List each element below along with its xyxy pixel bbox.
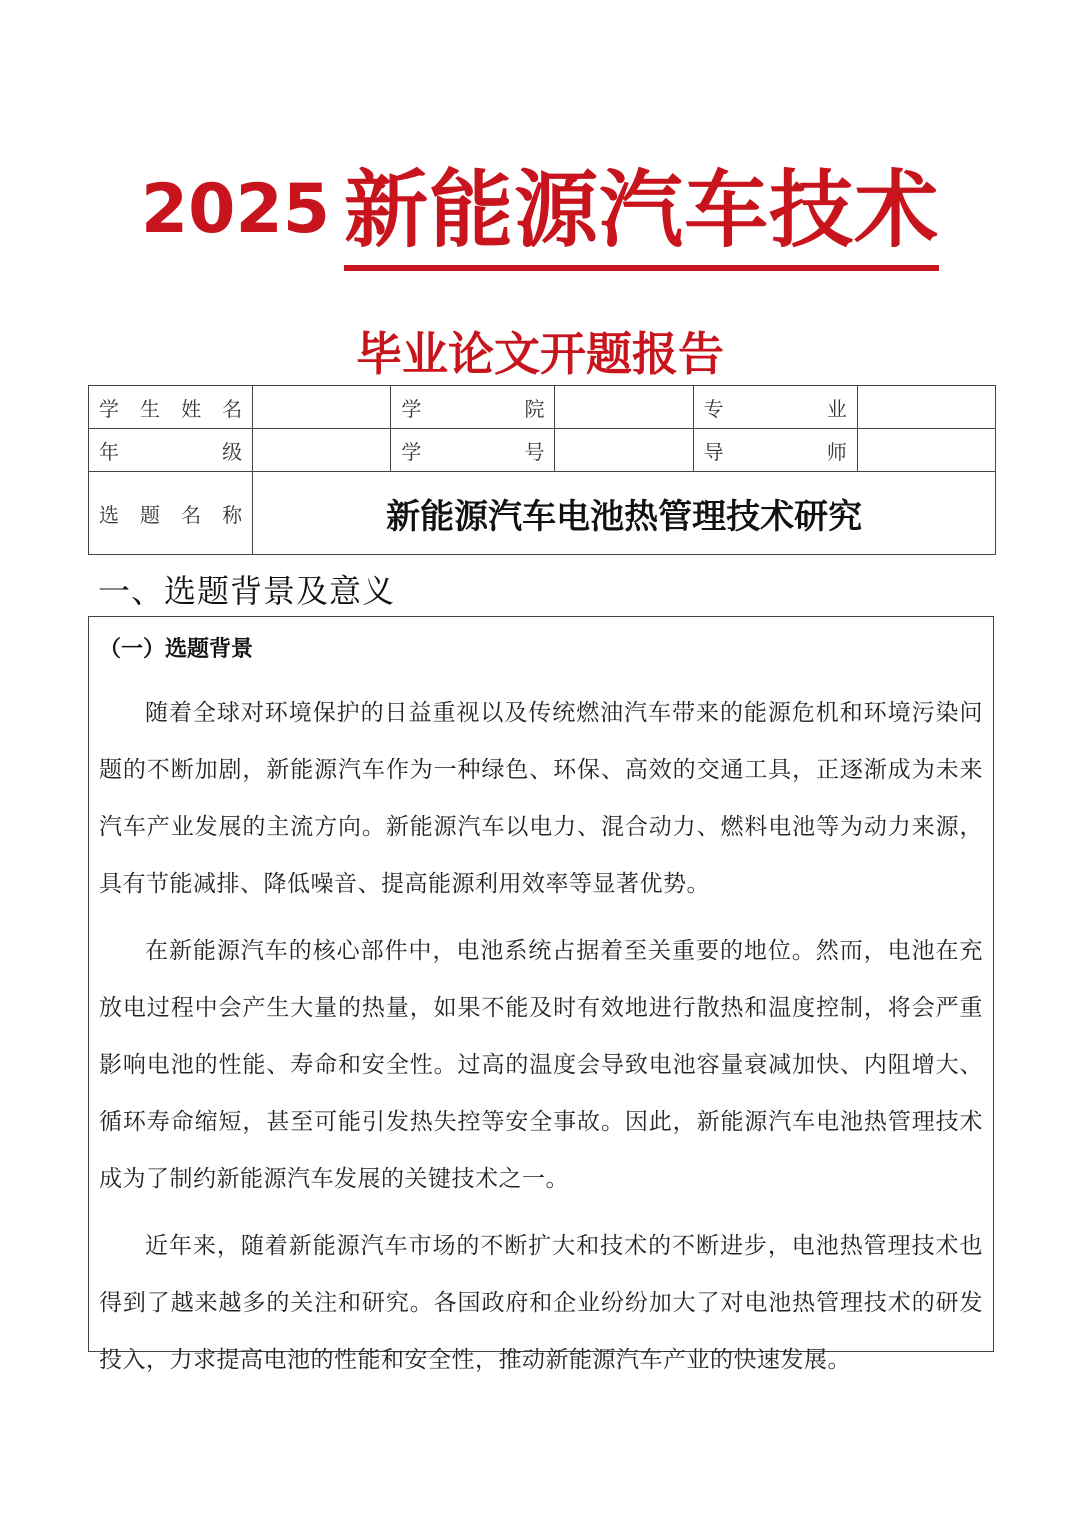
student-id-label-text: 学 号 — [401, 439, 545, 464]
section-heading: 一、选题背景及意义 — [98, 572, 396, 610]
document-title — [0, 161, 1080, 259]
student-id-field[interactable] — [555, 429, 693, 472]
student-name-label-text: 学 生 姓 名 — [99, 396, 243, 421]
subsection-heading: （一）选题背景 — [99, 637, 254, 662]
college-label — [391, 386, 555, 429]
grade-field[interactable] — [253, 429, 391, 472]
topic-value[interactable]: 新能源汽车电池热管理技术研究 — [253, 472, 996, 555]
advisor-label-text: 导 师 — [703, 439, 847, 464]
info-row-1 — [89, 386, 996, 429]
topic-label-text: 选 题 名 称 — [99, 502, 243, 527]
title-main-text: 新能源汽车技术 — [344, 161, 939, 271]
major-label-text: 专 业 — [703, 396, 847, 421]
info-row-3 — [89, 472, 996, 555]
college-label-text: 学 院 — [401, 396, 545, 421]
grade-label — [89, 429, 253, 472]
topic-label — [89, 472, 253, 555]
student-name-label — [89, 386, 253, 429]
advisor-field[interactable] — [857, 429, 995, 472]
major-field[interactable] — [857, 386, 995, 429]
paragraph-3: 近年来，随着新能源汽车市场的不断扩大和技术的不断进步，电池热管理技术也得到了越来越多的关注和研究。各国政府和企业纷纷加大了对电池热管理技术的研发投入，力求提高电池的性能和安全性，推动新能源汽车产业的快速发展。 — [99, 1233, 983, 1373]
grade-label-text: 年 级 — [99, 439, 243, 464]
info-row-2 — [89, 429, 996, 472]
paragraph-2: 在新能源汽车的核心部件中，电池系统占据着至关重要的地位。然而，电池在充放电过程中会产生大量的热量，如果不能及时有效地进行散热和温度控制，将会严重影响电池的性能、寿命和安全性。过高的温度会导致电池容量衰减加快、内阻增大、循环寿命缩短，甚至可能引发热失控等安全事故。因此，新能源汽车电池热管理技术成为了制约新能源汽车发展的关键技术之一。 — [99, 938, 983, 1192]
major-label — [693, 386, 857, 429]
section-content-box — [88, 616, 994, 1373]
college-field[interactable] — [555, 386, 693, 429]
student-id-label — [391, 429, 555, 472]
paragraph-1: 随着全球对环境保护的日益重视以及传统燃油汽车带来的能源危机和环境污染问题的不断加剧，新能源汽车作为一种绿色、环保、高效的交通工具，正逐渐成为未来汽车产业发展的主流方向。新能源汽车以电力、混合动力、燃料电池等为动力来源，具有节能减排、降低噪音、提高能源利用效率等显著优势。 — [99, 700, 983, 897]
title-year: 2025 — [140, 170, 331, 249]
document-subtitle: 毕业论文开题报告 — [356, 327, 724, 381]
student-name-field[interactable] — [253, 386, 391, 429]
advisor-label — [693, 429, 857, 472]
info-table — [88, 385, 996, 555]
